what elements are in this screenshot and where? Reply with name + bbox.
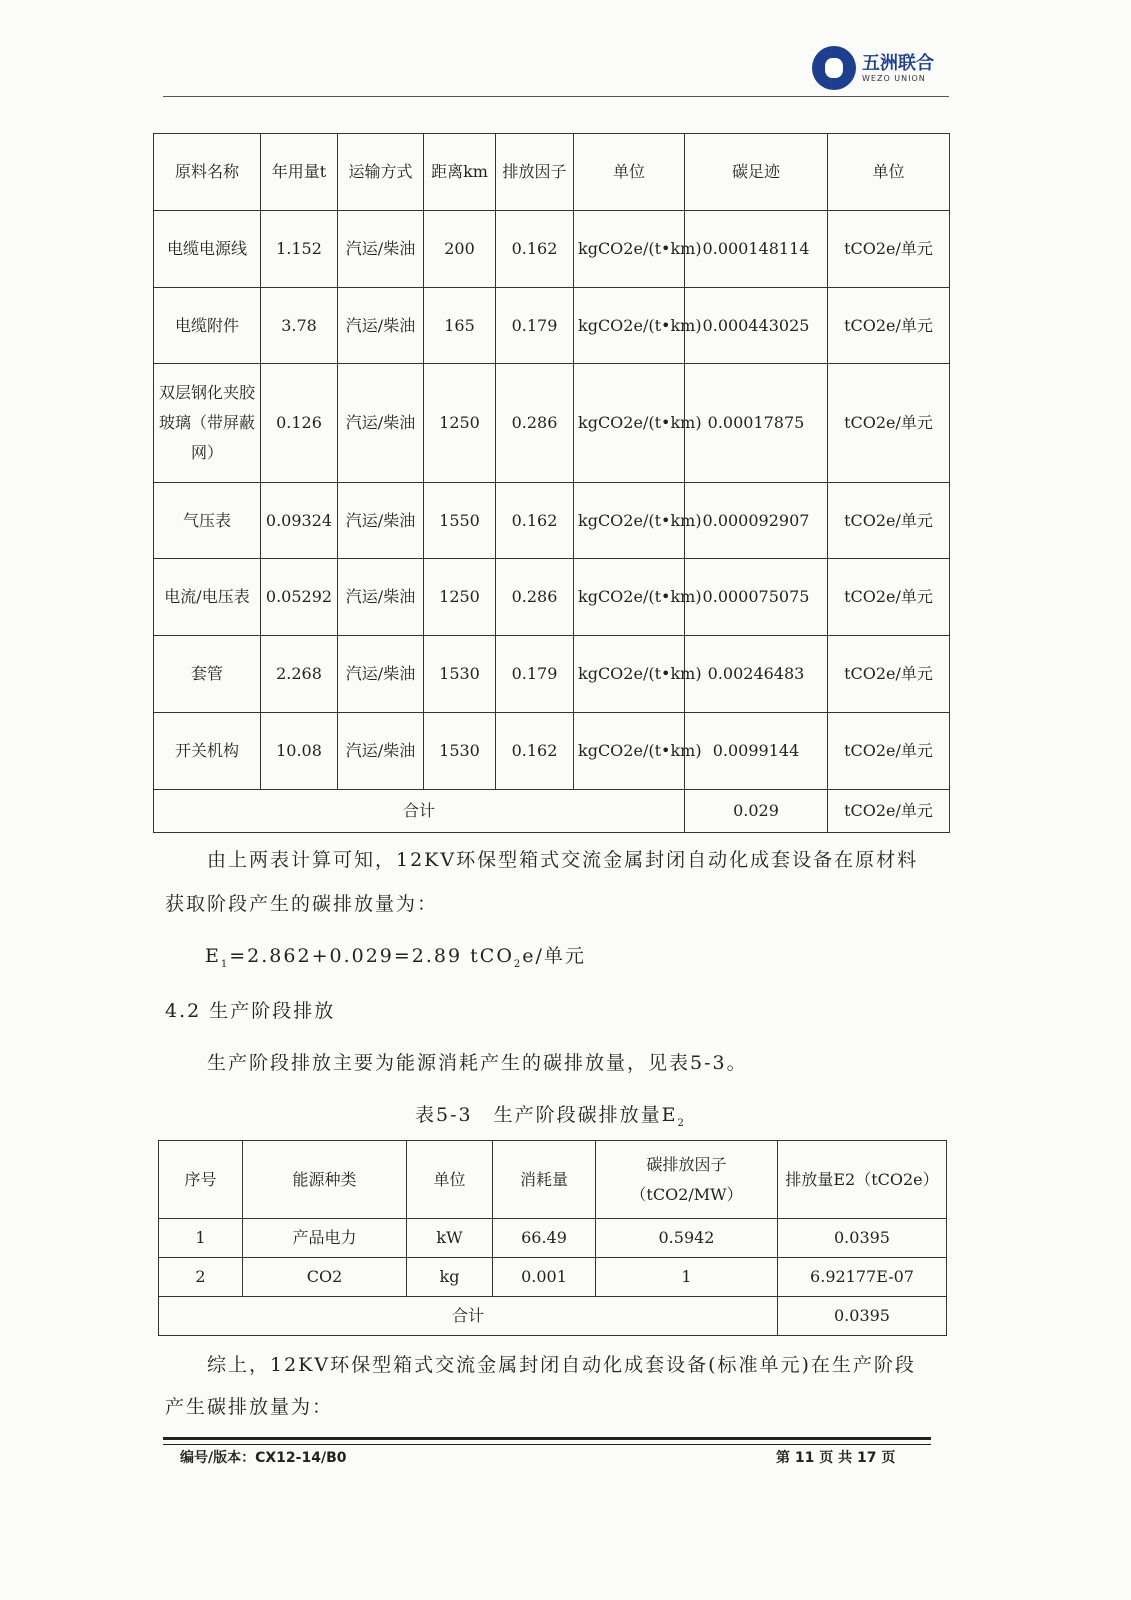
table-cell: 产品电力 [243, 1219, 407, 1258]
table-cell: 0.126 [261, 364, 338, 483]
table-cell: 0.179 [496, 636, 574, 713]
table-cell: kgCO2e/(t•km) [574, 713, 685, 790]
header-divider [163, 96, 949, 97]
table-cell: 0.09324 [261, 483, 338, 559]
table-cell: 汽运/柴油 [338, 211, 424, 288]
table-row [154, 134, 950, 211]
table-cell: 0.029 [685, 790, 828, 833]
table-cell: 0.000075075 [685, 559, 828, 636]
table-cell: 0.000148114 [685, 211, 828, 288]
paragraph: 获取阶段产生的碳排放量为： [165, 893, 439, 915]
table-cell: tCO2e/单元 [828, 790, 950, 833]
table-row [159, 1141, 947, 1219]
table-cell: 单位 [828, 134, 950, 211]
table-cell: 汽运/柴油 [338, 483, 424, 559]
table-cell: 合计 [159, 1297, 778, 1336]
table-cell: tCO2e/单元 [828, 636, 950, 713]
table-cell: 汽运/柴油 [338, 559, 424, 636]
table-cell: 0.286 [496, 559, 574, 636]
table-cell: 套管 [154, 636, 261, 713]
table-cell: 0.162 [496, 211, 574, 288]
table-row [159, 1258, 947, 1297]
table-cell: 2.268 [261, 636, 338, 713]
table-cell: 距离km [424, 134, 496, 211]
table-cell: 电流/电压表 [154, 559, 261, 636]
table-cell: 单位 [407, 1141, 493, 1219]
table-cell: 1250 [424, 559, 496, 636]
production-emission-table [158, 1140, 947, 1336]
table-cell: 运输方式 [338, 134, 424, 211]
table-cell: 排放因子 [496, 134, 574, 211]
table-row [154, 288, 950, 364]
table-cell: 汽运/柴油 [338, 364, 424, 483]
table-cell: tCO2e/单元 [828, 211, 950, 288]
table-cell: 0.001 [493, 1258, 596, 1297]
table-row [154, 713, 950, 790]
table-cell: 3.78 [261, 288, 338, 364]
table-cell: 1530 [424, 636, 496, 713]
table-caption: 表5-3 生产阶段碳排放量$E_2$ [415, 1104, 686, 1129]
footer-divider [163, 1437, 931, 1445]
table-cell: 1.152 [261, 211, 338, 288]
table-row [154, 790, 950, 833]
table-cell: 单位 [574, 134, 685, 211]
table-cell: 10.08 [261, 713, 338, 790]
table-cell: 200 [424, 211, 496, 288]
table-cell: tCO2e/单元 [828, 713, 950, 790]
table-cell: 2 [159, 1258, 243, 1297]
table-cell: 0.179 [496, 288, 574, 364]
table-cell: 1 [596, 1258, 778, 1297]
table-cell: 汽运/柴油 [338, 713, 424, 790]
table-cell: 0.00017875 [685, 364, 828, 483]
table-row [159, 1219, 947, 1258]
table-row [154, 559, 950, 636]
table-cell: 合计 [154, 790, 685, 833]
table-cell: tCO2e/单元 [828, 288, 950, 364]
table-cell: 165 [424, 288, 496, 364]
table-cell: 原料名称 [154, 134, 261, 211]
table-cell: tCO2e/单元 [828, 559, 950, 636]
section-heading: 4.2 生产阶段排放 [165, 1000, 336, 1022]
table-cell: 序号 [159, 1141, 243, 1219]
table-cell: 汽运/柴油 [338, 288, 424, 364]
paragraph: 产生碳排放量为： [165, 1396, 334, 1418]
table-cell: 消耗量 [493, 1141, 596, 1219]
table-cell: 0.0395 [778, 1297, 947, 1336]
table-cell: 年用量t [261, 134, 338, 211]
paragraph: 由上两表计算可知，12KV环保型箱式交流金属封闭自动化成套设备在原材料 [207, 849, 919, 871]
table-cell: 0.05292 [261, 559, 338, 636]
table-cell: 6.92177E-07 [778, 1258, 947, 1297]
table-cell: 0.000443025 [685, 288, 828, 364]
table-cell: 能源种类 [243, 1141, 407, 1219]
table-cell: 电缆附件 [154, 288, 261, 364]
transport-emission-table [153, 133, 950, 833]
logo-subtext: WEZO UNION [862, 73, 926, 83]
paragraph: 生产阶段排放主要为能源消耗产生的碳排放量，见表5-3。 [207, 1052, 748, 1074]
table-cell: 1 [159, 1219, 243, 1258]
table-cell: 0.162 [496, 713, 574, 790]
table-cell: 1550 [424, 483, 496, 559]
table-cell: 电缆电源线 [154, 211, 261, 288]
table-cell: 碳足迹 [685, 134, 828, 211]
table-cell: 1250 [424, 364, 496, 483]
table-row [154, 636, 950, 713]
table-cell: kg [407, 1258, 493, 1297]
table-cell: kgCO2e/(t•km) [574, 288, 685, 364]
table-row [154, 211, 950, 288]
table-cell: kgCO2e/(t•km) [574, 364, 685, 483]
globe-lion-icon [812, 46, 856, 90]
table-cell: 0.0395 [778, 1219, 947, 1258]
equation-e1: $E_1=2.862+0.029=2.89$ tCO$_2$e/单元 [205, 945, 586, 970]
table-cell: 0.162 [496, 483, 574, 559]
table-cell: 0.000092907 [685, 483, 828, 559]
table-cell: tCO2e/单元 [828, 483, 950, 559]
table-row [154, 364, 950, 483]
table-cell: 碳排放因子（tCO2/MW） [596, 1141, 778, 1219]
table-cell: kgCO2e/(t•km) [574, 211, 685, 288]
paragraph: 综上，12KV环保型箱式交流金属封闭自动化成套设备(标准单元)在生产阶段 [207, 1354, 916, 1376]
table-cell: 0.00246483 [685, 636, 828, 713]
table-cell: 开关机构 [154, 713, 261, 790]
document-code: 编号/版本：CX12-14/B0 [180, 1450, 347, 1466]
table-cell: kgCO2e/(t•km) [574, 636, 685, 713]
table-row [159, 1297, 947, 1336]
table-cell: tCO2e/单元 [828, 364, 950, 483]
logo-text: 五洲联合 [862, 52, 934, 74]
table-cell: kgCO2e/(t•km) [574, 559, 685, 636]
table-cell: 0.286 [496, 364, 574, 483]
table-cell: kW [407, 1219, 493, 1258]
table-cell: 0.0099144 [685, 713, 828, 790]
table-cell: 0.5942 [596, 1219, 778, 1258]
table-row [154, 483, 950, 559]
page-number: 第 11 页 共 17 页 [776, 1450, 896, 1466]
company-logo [812, 46, 934, 90]
table-cell: 排放量E2（tCO2e） [778, 1141, 947, 1219]
table-cell: 66.49 [493, 1219, 596, 1258]
table-cell: 汽运/柴油 [338, 636, 424, 713]
table-cell: kgCO2e/(t•km) [574, 483, 685, 559]
table-cell: CO2 [243, 1258, 407, 1297]
table-cell: 1530 [424, 713, 496, 790]
table-cell: 双层钢化夹胶玻璃（带屏蔽网） [154, 364, 261, 483]
table-cell: 气压表 [154, 483, 261, 559]
